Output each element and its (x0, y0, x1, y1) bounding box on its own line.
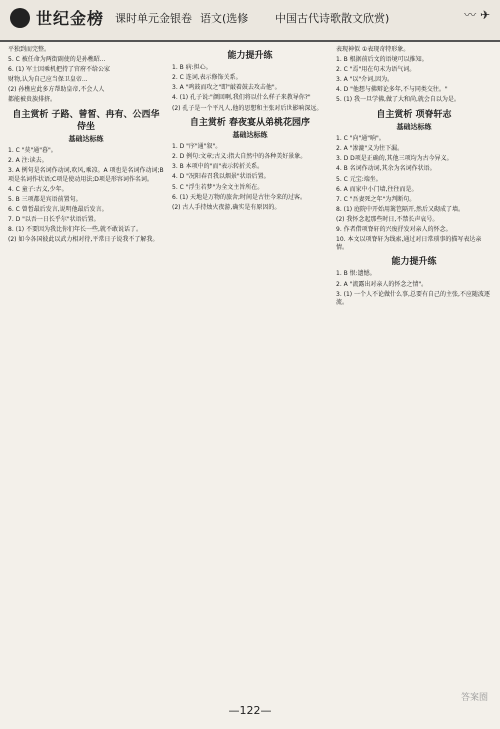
answer-line: 2. A 注:读去。 (8, 157, 48, 165)
answer-line: 8. (1) 庭院中开始用篱笆隔开,然后又砌成了墙。 (336, 205, 464, 213)
section-title: 自主赏析 项脊轩志 (376, 109, 452, 120)
answer-line: 2. C "焉"用在句末为语气词。 (336, 66, 416, 74)
answer-line: 4. D "况阳春召我以烟景"状语后置。 (172, 173, 270, 181)
answer-line: (2) 孔子是一个平凡人,他的思想和主张对后世影响深远。 (172, 104, 323, 112)
answer-line: 5. B 三项都是宾语前置句。 (8, 195, 82, 203)
section-title: 自主赏析 子路、曾皙、冉有、公西华侍坐 (12, 109, 160, 132)
section-subtitle: 基础达标练 (396, 122, 432, 131)
answer-line: 1. C "莫"通"暮"。 (8, 147, 57, 155)
brand-logo: 世纪金榜 (36, 9, 105, 28)
answer-line: 平独到而完整。 (8, 46, 51, 53)
book-title: 中国古代诗歌散文欣赏) (275, 12, 390, 25)
answer-line: 6. (1) 天地是万物的旅舍;时间是古往今来的过客。 (172, 193, 307, 201)
watermark: 答案圈 (460, 693, 488, 703)
answer-line: 7. C "吾妻死之年"为判断句。 (336, 195, 416, 203)
answer-line: (2) 我怀念起那些时日,不禁长声哀号。 (336, 215, 439, 223)
answer-line: 9. 作者借项脊轩的兴废抒发对亲人的怀念。 (336, 225, 452, 233)
page-header (0, 0, 500, 42)
answer-line: 1. B 病:担心。 (172, 64, 212, 72)
answer-line: 1. B 恨:遗憾。 (336, 270, 376, 278)
column-2 (172, 46, 328, 686)
answer-line: 3. D D项是正确的,其他三项均为古今异义。 (336, 155, 453, 163)
answer-line: 2. D 例句:文章;古义:指大自然中的各种美好景象。 (172, 153, 307, 161)
birds-icon: 〰 ✈ (464, 8, 490, 22)
answer-line: 1. C "向"通"晌"。 (336, 135, 385, 143)
answer-line: 3. A "鸣鼓而攻之"即"敲着鼓去攻击他"。 (172, 84, 281, 92)
column-3 (336, 46, 492, 686)
answer-columns (8, 46, 492, 686)
answer-line: 4. B 名词作动词,其余为名词作状语。 (336, 165, 436, 173)
answer-line: 3. B 本项中的"而"表示转折关系。 (172, 163, 264, 171)
answer-line: 6. (1) 军士因乘机把持了官府不给公家 (8, 66, 111, 74)
section-subtitle: 基础达标练 (68, 134, 104, 143)
answer-line: 3. A "以"介词,因为。 (336, 76, 394, 84)
answer-line: 5. C 被任命为两街副使的是孙樵昭... (8, 56, 106, 64)
section-title: 能力提升练 (391, 257, 437, 268)
answer-line: 2. A "渗漉"义为往下漏。 (336, 145, 404, 153)
answer-line: 2. A "流露出对亲人的怀念之情"。 (336, 280, 428, 288)
answer-line: 1. D "序"通"叙"。 (172, 143, 222, 151)
answer-line: 6. C 曾皙最后发言,说明他最后发言。 (8, 205, 108, 213)
answer-line: 7. D "以吾一日长乎尔"状语后置。 (8, 215, 100, 223)
series-title: 课时单元金银卷 (115, 12, 192, 25)
answer-line: 6. A 而家中小门墙,往往而是。 (336, 185, 418, 193)
answer-line: (2) 古人手持烛火夜游,确实是有原因的。 (172, 203, 281, 211)
section-subtitle: 基础达标练 (232, 130, 268, 139)
answer-line: 表现神似 ①表现奇特形象。 (336, 46, 410, 53)
answer-line: 4. (1) 孔子说:"颜回啊,我们将以什么样子来教导你?" (172, 94, 311, 102)
answer-line: (2) 如今各国彼此以武力相对待,平常日子说我不了解我。 (8, 236, 159, 244)
answer-line: 8. (1) 不要因为我比你们年长一些,就不敢说话了。 (8, 226, 142, 234)
answer-line: 3. A 例句是名词作动词,吹风,乘凉。A 项也是名词作动词;B项是名词作状语;C项是使动用法;D项是形容词作名词。 (8, 167, 164, 183)
column-1 (8, 46, 164, 686)
answer-line: 5. (1) 我一旦学佛,做了大和尚,就会自以为是。 (336, 96, 460, 104)
answer-line: 都能被贵族排挤。 (8, 96, 57, 104)
answer-line: 1. B 根据前后文的语境可以推知。 (336, 56, 428, 64)
answer-line: (2) 孙樵应此多方帮助皇帝,不会人人 (8, 86, 105, 94)
logo-badge-icon (10, 8, 30, 28)
page-number: —122— (228, 704, 272, 717)
answer-line: 2. C 连词,表示修饰关系。 (172, 74, 242, 82)
answer-line: 4. D "他想与佛辩论多年,不与同类交往。" (336, 86, 448, 94)
answer-line: 5. C "浮生若梦"为全文主旨所在。 (172, 183, 264, 191)
answer-line: 10. 本文以项脊轩为线索,通过对日常琐事的描写表达亲情。 (336, 236, 482, 252)
answer-line: 财物,认为自己应当保卫皇帝... (8, 76, 88, 84)
answer-line: 5. C 元宝:端坐。 (336, 175, 382, 183)
answer-line: 4. C 童子:古义,少年。 (8, 185, 68, 193)
subject-title: 语文(选修 (200, 12, 249, 25)
answer-line: 3. (1) 一个人不论做什么事,总要有自己的主张,不应随波逐流。 (336, 290, 490, 306)
section-title: 自主赏析 春夜宴从弟桃花园序 (189, 117, 311, 128)
section-title: 能力提升练 (227, 51, 273, 61)
